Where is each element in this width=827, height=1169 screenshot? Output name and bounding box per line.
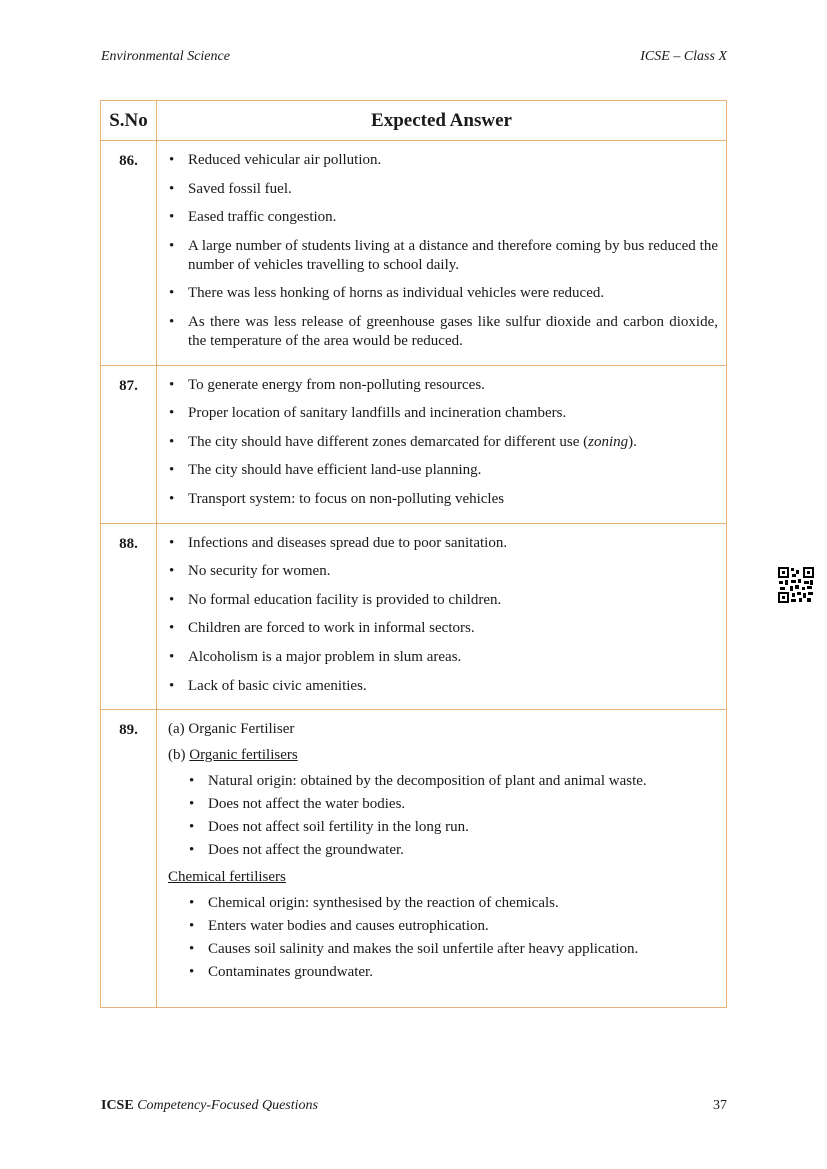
- list-item: • There was less honking of horns as individual vehicles were reduced.: [168, 284, 718, 303]
- answer-list: [168, 534, 718, 696]
- answer-cell: [157, 365, 727, 523]
- list-item: • Eased traffic congestion.: [168, 208, 718, 227]
- part-a-answer: (a) Organic Fertiliser: [168, 721, 295, 738]
- list-item: • Alcoholism is a major problem in slum areas.: [168, 648, 718, 667]
- running-head-subject: Environmental Science: [101, 49, 230, 64]
- list-item: • Causes soil salinity and makes the soil unfertile after heavy application.: [188, 940, 718, 959]
- emphasis-term: zoning: [588, 433, 629, 450]
- table-row: [101, 710, 727, 1008]
- table-row: [101, 365, 727, 523]
- list-item: • Proper location of sanitary landfills and incineration chambers.: [168, 404, 718, 423]
- list-item: • Enters water bodies and causes eutrophication.: [188, 917, 718, 936]
- list-item: • Natural origin: obtained by the decomposition of plant and animal waste.: [188, 772, 718, 791]
- list-item: • Transport system: to focus on non-polluting vehicles: [168, 490, 718, 509]
- list-item: • Does not affect soil fertility in the long run.: [188, 818, 718, 837]
- list-item: • Infections and diseases spread due to poor sanitation.: [168, 534, 718, 553]
- organic-heading: Organic fertilisers: [189, 747, 298, 764]
- list-item: • Lack of basic civic amenities.: [168, 677, 718, 696]
- list-item: • A large number of students living at a distance and therefore coming by bus reduced the number of vehicles travelling to school daily.: [168, 237, 718, 275]
- question-number: 88.: [101, 523, 157, 710]
- chemical-heading: Chemical fertilisers: [168, 869, 286, 886]
- list-item: • The city should have efficient land-use planning.: [168, 461, 718, 480]
- column-header-answer: Expected Answer: [157, 101, 727, 141]
- table-header-row: [101, 101, 727, 141]
- chemical-label: [168, 868, 718, 887]
- table-row: [101, 141, 727, 366]
- answer-cell: [157, 141, 727, 366]
- list-item: • Reduced vehicular air pollution.: [168, 151, 718, 170]
- answer-cell: [157, 710, 727, 1008]
- list-item: • Does not affect the water bodies.: [188, 795, 718, 814]
- answer-cell: [157, 523, 727, 710]
- list-item: • No security for women.: [168, 562, 718, 581]
- chemical-list: [168, 894, 718, 982]
- column-header-sno: S.No: [101, 101, 157, 141]
- answer-table: [100, 100, 727, 1008]
- table-row: [101, 523, 727, 710]
- list-item: • Contaminates groundwater.: [188, 963, 718, 982]
- running-head-class: ICSE – Class X: [640, 49, 727, 64]
- footer-subtitle: Competency-Focused Questions: [137, 1098, 318, 1113]
- question-number: 87.: [101, 365, 157, 523]
- question-number: 86.: [101, 141, 157, 366]
- list-item: • As there was less release of greenhouse gases like sulfur dioxide and carbon dioxide, the temperature of the area would be reduced.: [168, 313, 718, 351]
- list-item-text-end: ).: [628, 433, 637, 450]
- answer-list: [168, 376, 718, 509]
- list-item: • No formal education facility is provided to children.: [168, 591, 718, 610]
- list-item: • To generate energy from non-polluting resources.: [168, 376, 718, 395]
- footer-brand: ICSE: [101, 1098, 134, 1113]
- question-number: 89.: [101, 710, 157, 1008]
- list-item: • Does not affect the groundwater.: [188, 841, 718, 860]
- footer-title: [101, 1098, 318, 1114]
- list-item: • Chemical origin: synthesised by the reaction of chemicals.: [188, 894, 718, 913]
- qr-code-icon[interactable]: [777, 566, 815, 604]
- list-item: [168, 433, 718, 452]
- page-number: 37: [713, 1098, 727, 1113]
- organic-list: [168, 772, 718, 860]
- part-b-label: [168, 746, 718, 765]
- answer-list: [168, 151, 718, 351]
- list-item: • Children are forced to work in informal sectors.: [168, 619, 718, 638]
- list-item: • Saved fossil fuel.: [168, 180, 718, 199]
- list-item-text: The city should have different zones demarcated for different use (: [188, 433, 589, 450]
- part-b-prefix: (b): [168, 747, 190, 764]
